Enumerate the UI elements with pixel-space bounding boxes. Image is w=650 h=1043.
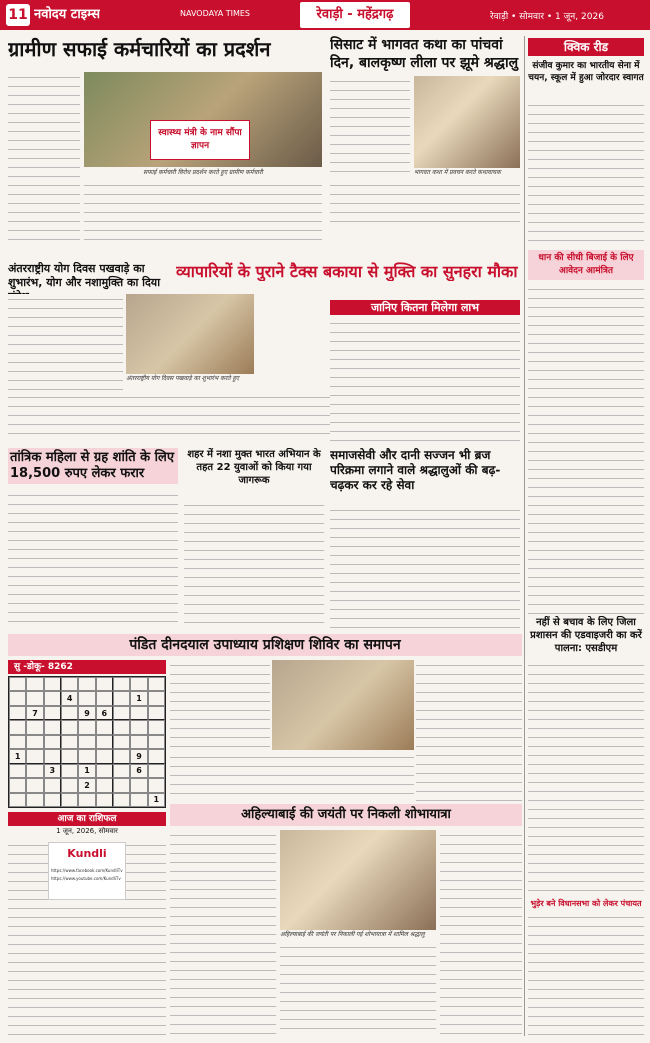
kundli-url-1: https://www.facebook.com/KundliTv [51,868,123,873]
lead-body-col1 [8,72,80,247]
sudoku-cell: 4 [61,691,78,705]
sudoku-cell [148,749,165,763]
sudoku-cell: 1 [130,691,147,705]
section-label: रेवाड़ी - महेंद्रगढ़ [300,2,410,28]
sudoku-cell [61,720,78,734]
sudoku-cell: 2 [78,778,95,792]
sudoku-cell [113,720,130,734]
ahilya-body-col2 [280,942,436,1036]
sudoku-cell [44,691,61,705]
sudoku-grid [8,676,166,808]
tax-subhead: जानिए कितना मिलेगा लाभ [330,300,520,315]
sudoku-cell: 3 [44,764,61,778]
sudoku-cell [113,764,130,778]
sudoku-cell [96,793,113,807]
sudoku-cell [44,677,61,691]
sudoku-cell [44,735,61,749]
sudoku-cell [130,793,147,807]
sudoku-cell [78,793,95,807]
sudoku-cell [44,706,61,720]
sudoku-cell [113,793,130,807]
sudoku-cell [9,778,26,792]
sudoku-cell [26,735,43,749]
sudoku-cell [96,778,113,792]
yoga-photo [126,294,254,374]
sudoku-cell [9,706,26,720]
sudoku-cell [148,764,165,778]
sudoku-cell [44,720,61,734]
tantrik-headline: तांत्रिक महिला से ग्रह शांति के लिए 18,500 रुपए लेकर फरार [8,448,178,484]
kundli-brand: Kundli [67,847,107,860]
tantrik-body [8,490,178,630]
sudoku-cell [113,778,130,792]
ahilya-body-col1 [170,830,276,1036]
sudoku-cell [96,691,113,705]
lead-headline: ग्रामीण सफाई कर्मचारियों का प्रदर्शन [8,37,271,61]
brand-tag: NAVODAYA TIMES [180,9,251,18]
sudoku-cell [9,677,26,691]
sudoku-cell [26,677,43,691]
sudoku-cell [96,764,113,778]
sudoku-cell [9,793,26,807]
sudoku-cell [61,778,78,792]
sisat-caption: भागवत कथा में प्रवचन करते कथावाचक [414,169,501,176]
sudoku-cell [26,691,43,705]
ahilya-body-col3 [440,830,522,1036]
sudoku-cell [96,749,113,763]
sidebar-divider [524,36,525,1036]
sudoku-cell [148,735,165,749]
lead-body-col2 [84,180,322,247]
lead-photo-caption: सफाई कर्मचारी विरोध प्रदर्शन करते हुए ग्रामीण कर्मचारी [143,169,263,176]
sisat-photo [414,76,520,168]
sudoku-cell [148,778,165,792]
sudoku-cell: 1 [9,749,26,763]
sudoku-cell [130,735,147,749]
drug-headline: शहर में नशा मुक्त भारत अभियान के तहत 22 युवाओं को किया गया जागरूक [187,449,321,486]
sisat-body-col1 [330,76,410,174]
rashifal-head: आज का राशिफल [8,812,166,826]
sudoku-label: सु -डोकू- 8262 [8,660,166,674]
sudoku-cell: 7 [26,706,43,720]
sudoku-cell [148,691,165,705]
sidebar-head-3: नहीं से बचाव के लिए जिला प्रशासन की एडवाइजरी का करें पालना: एसडीएम [530,617,642,654]
sudoku-cell [26,764,43,778]
sudoku-cell [9,735,26,749]
lead-pullquote: स्वास्थ्य मंत्री के नाम सौंपा ज्ञापन [150,120,250,160]
sudoku-cell [26,793,43,807]
yoga-caption: अंतरराष्ट्रीय योग दिवस पखवाड़े का शुभारंभ करते हुए [126,375,239,382]
sudoku-cell [113,749,130,763]
tax-body [330,318,520,442]
sudoku-cell [148,720,165,734]
sudoku-cell [130,706,147,720]
camp-body-col1 [170,660,270,750]
ahilya-headline: अहिल्याबाई की जयंती पर निकली शोभायात्रा [170,804,522,826]
sudoku-cell [44,749,61,763]
ahilya-photo [280,830,436,930]
sudoku-cell [96,720,113,734]
camp-body-col3 [416,660,522,802]
yoga-body-col1 [8,294,123,390]
sudoku-cell [61,764,78,778]
sudoku-cell [61,677,78,691]
page-number: 11 [6,4,30,26]
sudoku-cell: 1 [148,793,165,807]
sudoku-cell [78,720,95,734]
sidebar-head-4: भुड़ेर बने विधानसभा को लेकर पंचायत [530,899,642,908]
yoga-headline: अंतरराष्ट्रीय योग दिवस पखवाड़े का शुभारंभ, योग और नशामुक्ति का दिया [8,262,161,289]
sudoku-cell [78,691,95,705]
tax-headline: व्यापारियों के पुराने टैक्स बकाया से मुक्ति का सुनहरा मौका [176,262,518,281]
sudoku-cell [61,749,78,763]
sudoku-cell: 9 [78,706,95,720]
sudoku-cell: 1 [78,764,95,778]
sudoku-cell [78,735,95,749]
sudoku-cell [9,764,26,778]
sidebar-body-3 [528,660,644,895]
sudoku-cell [130,720,147,734]
sudoku-cell [148,706,165,720]
camp-photo [272,660,414,750]
sidebar-head-1: संजीव कुमार का भारतीय सेना में चयन, स्कूल में हुआ जोरदार स्वागत [528,61,644,83]
sudoku-cell [96,677,113,691]
sudoku-cell: 6 [96,706,113,720]
sudoku-cell [26,778,43,792]
sudoku-cell [148,677,165,691]
ahilya-caption: अहिल्याबाई की जयंती पर निकाली गई शोभायात्रा में शामिल श्रद्धालु [280,931,425,938]
sudoku-cell [9,691,26,705]
kundli-url-2: https://www.youtube.com/KundliTv [51,876,121,881]
sudoku-cell [113,706,130,720]
rashifal-sub: 1 जून, 2026, सोमवार [56,827,118,835]
sisat-body-col2 [330,180,520,230]
sudoku-cell [44,793,61,807]
sudoku-cell: 9 [130,749,147,763]
sudoku-cell [113,677,130,691]
sudoku-cell [61,706,78,720]
sudoku-cell [61,793,78,807]
sidebar-body-4 [528,912,644,1037]
sudoku-cell [44,778,61,792]
sudoku-grid-wrap [8,676,166,808]
sudoku-cell [96,735,113,749]
sudoku-cell [26,749,43,763]
brand-title: नवोदय टाइम्स [34,7,101,22]
sudoku-cell [130,677,147,691]
camp-body-col2 [170,752,414,802]
sudoku-cell [113,691,130,705]
sudoku-cell [26,720,43,734]
sidebar-body-1 [528,100,644,248]
braj-headline: समाजसेवी और दानी सज्जन भी ब्रज परिक्रमा लगाने वाले श्रद्धालुओं की बढ़-चढ़कर कर रहे सेवा [330,448,501,492]
sudoku-cell [78,677,95,691]
sidebar-head-2: धान की सीधी बिजाई के लिए आवेदन आमंत्रित [528,250,644,280]
sudoku-cell: 6 [130,764,147,778]
drug-body [184,500,324,630]
kundli-ad [48,842,126,900]
yoga-body-col2 [8,392,332,442]
sidebar-body-2 [528,284,644,614]
camp-headline: पंडित दीनदयाल उपाध्याय प्रशिक्षण शिविर का समापन [8,634,522,656]
sisat-headline: सिसाट में भागवत कथा का पांचवां दिन, बालकृष्ण लीला पर झूमे श्रद्धालु [330,37,519,71]
sudoku-cell [78,749,95,763]
sudoku-cell [130,778,147,792]
braj-body [330,505,520,630]
dateline: रेवाड़ी • सोमवार • 1 जून, 2026 [490,12,604,22]
quick-read-badge: क्विक रीड [528,38,644,56]
sudoku-cell [113,735,130,749]
sudoku-cell [9,720,26,734]
sudoku-cell [61,735,78,749]
